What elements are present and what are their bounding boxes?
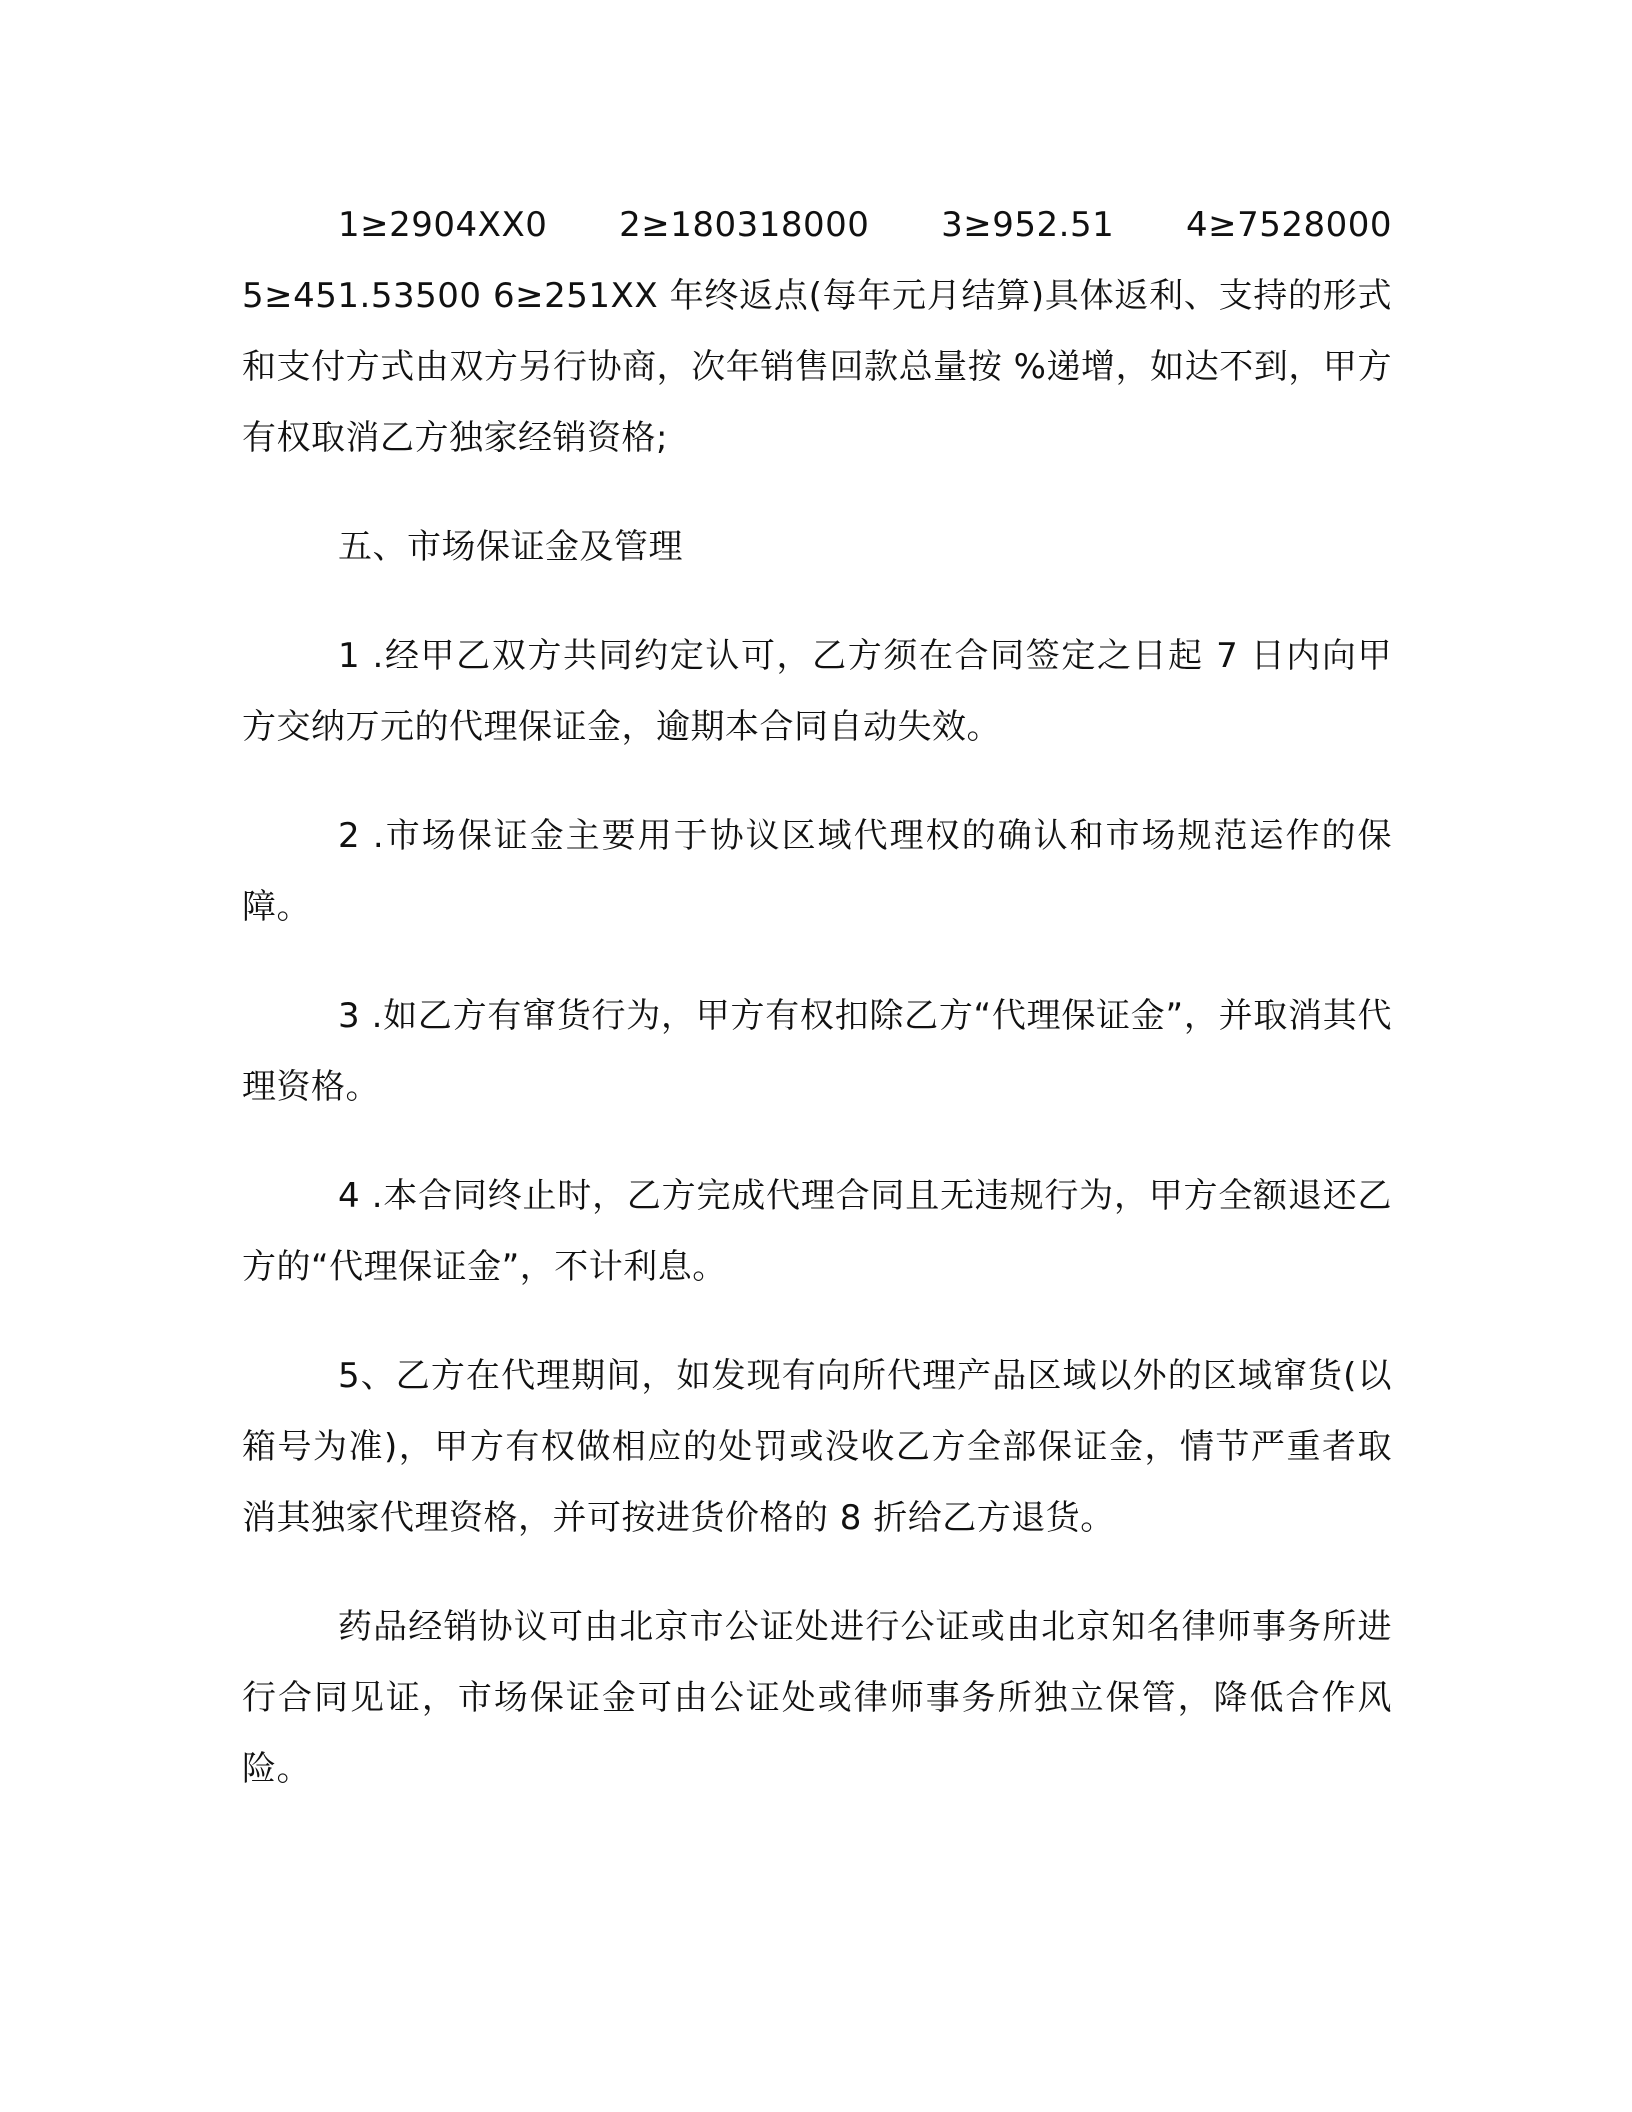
- clause-3-paragraph: 3 .如乙方有窜货行为，甲方有权扣除乙方“代理保证金”，并取消其代理资格。: [242, 996, 1392, 1107]
- document-body: [242, 190, 1392, 1843]
- notarization-note-paragraph: 药品经销协议可由北京市公证处进行公证或由北京知名律师事务所进行合同见证，市场保证金可由公证处或律师事务所独立保管，降低合作风险。: [242, 1607, 1392, 1789]
- clause-5-paragraph: 5、乙方在代理期间，如发现有向所代理产品区域以外的区域窜货(以箱号为准)，甲方有权做相应的处罚或没收乙方全部保证金，情节严重者取消其独家代理资格，并可按进货价格的 8 折给乙方退货。: [242, 1356, 1392, 1538]
- clause-2-paragraph: 2 .市场保证金主要用于协议区域代理权的确认和市场规范运作的保障。: [242, 816, 1392, 927]
- clause-1-paragraph: 1 .经甲乙双方共同约定认可，乙方须在合同签定之日起 7 日内向甲方交纳万元的代理保证金，逾期本合同自动失效。: [242, 636, 1392, 747]
- clause-4-paragraph: 4 .本合同终止时，乙方完成代理合同且无违规行为，甲方全额退还乙方的“代理保证金”，不计利息。: [242, 1176, 1392, 1287]
- section-heading-deposit: 五、市场保证金及管理: [338, 527, 683, 567]
- rebate-terms-paragraph: 1≥2904XX0 2≥180318000 3≥952.51 4≥7528000 5≥451.53500 6≥251XX 年终返点(每年元月结算)具体返利、支持的形式和支付方式由双方另行协商，次年销售回款总量按 %递增，如达不到，甲方有权取消乙方独家经销资格;: [242, 205, 1392, 458]
